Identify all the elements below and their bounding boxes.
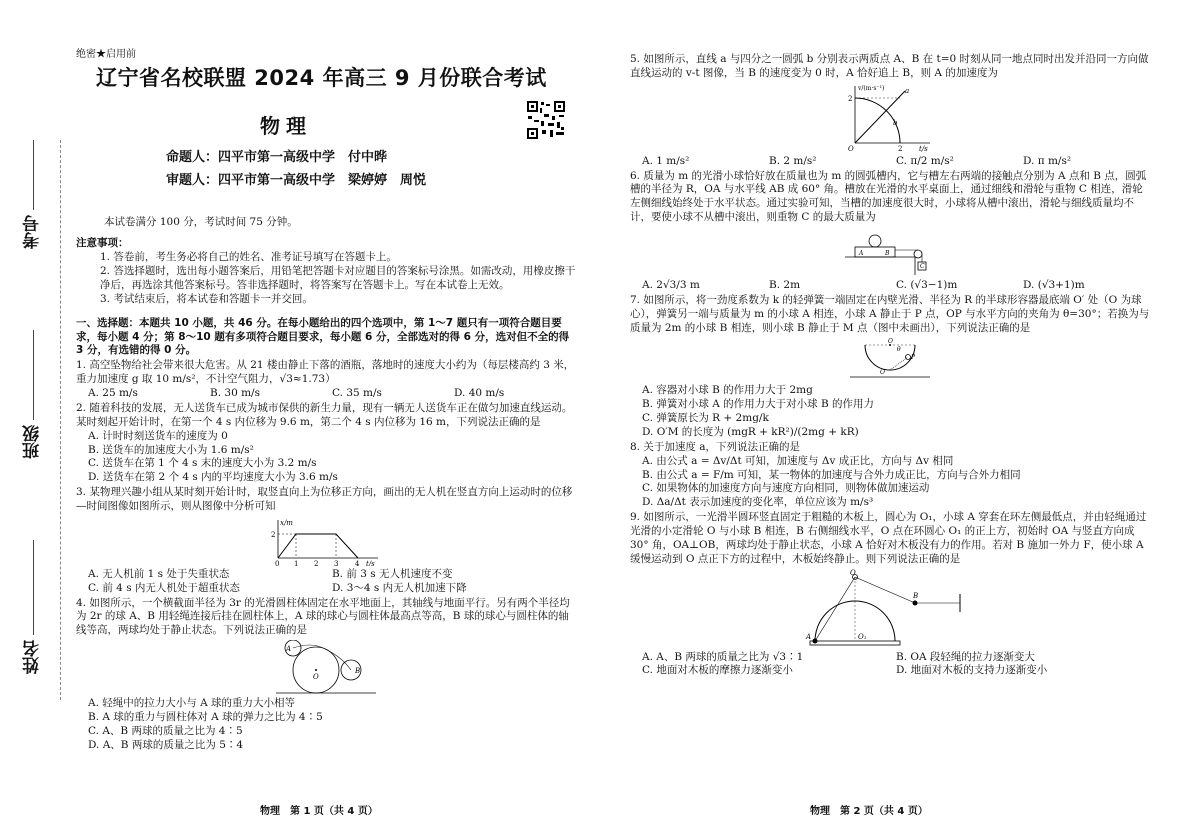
arc-b-label: b [893, 118, 898, 127]
exam-no-label: 考号 [23, 215, 43, 249]
binding-dashed-line [60, 140, 61, 700]
notice-heading: 注意事项： [76, 237, 129, 250]
qr-code-icon [526, 100, 566, 140]
option-b: B. 2 m/s² [769, 154, 817, 167]
bottom-o-label: O′ [880, 369, 887, 377]
question-3-stem: 3. 某物理兴趣小组从某时刻开始计时，取竖直向上为位移正方向，画出的无人机在竖直方向上运动时的位移—时间图像如图所示，则从图像中分析可知 [76, 486, 573, 512]
point-b-label: B [885, 250, 890, 258]
option-c: C. 弹簧原长为 R + 2mg/k [642, 412, 769, 425]
question-6-stem: 6. 质量为 m 的光滑小球恰好放在质量也为 m 的圆弧槽内，它与槽左右两端的接触点分别为 A 点和 B 点，圆弧槽的半径为 R，OA 与水平线 AB 成 60° 角。槽放在光滑的水平桌面上，通过细线和滑轮与重物 C 相连，滑轮左侧细线始终处于水平状态。通过实验可知，当槽的加速度很大时，小球将从槽中滚出，滑轮与细线质量均不计，要使小球不从槽中滚出，则重物 C 的最大质量为 [630, 169, 1147, 224]
page-2 [630, 52, 1150, 678]
question-9-figure [630, 569, 1150, 649]
question-9-stem: 9. 如图所示，一光滑半圆环竖直固定于粗糙的木板上，圆心为 O₁，小球 A 穿套在环左侧最低点，并由轻绳通过光滑的小定滑轮 O 与小球 B 相连，B 右侧细线水平，O 点在环圆心 O₁ 的正上方，初始时 OA 与竖直方向成 30° 角，OA⊥OB，两球均处于静止状态，小球 A 恰好对木板没有力的作用。若对 B 施加一外力 F，使小球 A 缓慢运动到 O 点正下方的过程中，木板始终静止。则下列说法正确的是 [630, 511, 1147, 565]
subject-title: 物理 [260, 113, 312, 138]
question-5-figure [630, 83, 1150, 153]
option-d: D. O′M 的长度为 (mgR + kR²)/(2mg + kR) [642, 426, 859, 439]
question-3-options [88, 568, 576, 596]
x-tick: 0 [275, 559, 280, 566]
option-d: D. 40 m/s [454, 387, 505, 400]
option-a: A. A、B 两球的质量之比为 √3∶1 [642, 650, 804, 663]
option-d: D. π m/s² [1023, 154, 1072, 167]
option-c: C. A、B 两球的质量之比为 4∶5 [88, 724, 243, 737]
question-7-figure [630, 337, 1150, 382]
question-1-stem: 1. 高空坠物给社会带来很大危害。从 21 楼由静止下落的酒瓶，落地时的速度大小约为（每层楼高约 3 米，重力加速度 g 取 10 m/s²，不计空气阻力，√3≈1.73） [76, 359, 575, 386]
option-b: B. 30 m/s [210, 387, 260, 400]
option-a: A. 计时时刻送货车的速度为 0 [88, 429, 228, 442]
option-c: C. π/2 m/s² [896, 154, 954, 167]
point-a-label: A [859, 250, 864, 258]
notice-item: 1. 答卷前，考生务必将自己的姓名、准考证号填写在答题卡上。 [100, 251, 397, 264]
origin-label: O [848, 144, 854, 153]
cylinder-balls-diagram [271, 640, 381, 695]
x-axis-label: t/s [366, 559, 375, 566]
center-o1-label: O₁ [858, 632, 867, 641]
option-b: B. 送货车的加速度大小为 1.6 m/s² [88, 443, 254, 456]
option-c: C. (√3−1)m [896, 279, 958, 292]
exam-title: 辽宁省名校联盟 2024 年高三 9 月份联合考试 [96, 66, 547, 91]
groove-pulley-diagram [840, 227, 940, 277]
option-a: A. 由公式 a = Δv/Δt 可知，加速度与 Δv 成正比，方向与 Δv 相同 [642, 454, 954, 467]
question-6-figure [630, 227, 1150, 277]
option-d: D. 3～4 s 内无人机加速下降 [332, 581, 467, 594]
question-5-options [642, 155, 1150, 169]
question-4-figure [76, 640, 576, 695]
center-o-label: O [888, 338, 893, 346]
question-4-stem: 4. 如图所示，一个横截面半径为 3r 的光滑圆柱体固定在水平地面上，其轴线与地面平行。另有两个半径均为 2r 的球 A、B 用轻绳连接后挂在圆柱体上，A 球的球心与圆柱体最高点等高，B 球的球心与圆柱体的轴线等高，两球均处于静止状态。下列说法正确的是 [76, 596, 570, 637]
option-b: B. 由公式 a = F/m 可知，某一物体的加速度与合外力成正比，方向与合外力相同 [642, 468, 1021, 481]
option-a: A. 1 m/s² [642, 154, 690, 167]
center-label: O [313, 673, 319, 682]
y-axis-label: x/m [280, 518, 293, 527]
setter-line: 命题人：四平市第一高级中学 付中晔 [166, 150, 388, 166]
question-2-stem: 2. 随着科技的发展，无人送货车已成为城市保供的新生力量，现有一辆无人送货车正在做匀加速直线运动。某时刻起开始计时，在第一个 4 s 内位移为 9.6 m，第二个 4 s 内位移为 16 m，下列说法正确的是 [76, 401, 573, 428]
xt-graph [266, 516, 386, 566]
option-a: A. 2√3/3 m [642, 279, 700, 292]
score-info: 本试卷满分 100 分，考试时间 75 分钟。 [104, 215, 298, 228]
option-c: C. 如果物体的加速度方向与速度方向相同，则物体做加速运动 [642, 482, 930, 495]
section-heading: 一、选择题：本题共 10 小题，共 46 分。在每小题给出的四个选项中，第 1～7 题只有一项符合题目要求，每小题 4 分；第 8～10 题有多项符合题目要求，每小题 6 分，全部选对的得 6 分，选对但不全的得 3 分，有选错的得 0 分。 [76, 316, 570, 357]
option-b: B. 弹簧对小球 A 的作用力大于对小球 B 的作用力 [642, 398, 875, 411]
question-6-options [642, 279, 1150, 293]
option-d: D. A、B 两球的质量之比为 5∶4 [88, 738, 244, 751]
footer-page-1: 物理 第 1 页（共 4 页） [260, 806, 378, 817]
semicircle-pulley-diagram [800, 569, 980, 649]
option-b: B. A 球的重力与圆柱体对 A 球的弹力之比为 4∶5 [88, 710, 323, 723]
question-7-stem: 7. 如图所示，将一劲度系数为 k 的轻弹簧一端固定在内壁光滑、半径为 R 的半球形容器最底端 O′ 处（O 为球心），弹簧另一端与质量为 m 的小球 A 相连，小球 A 静止于 P 点，OP 与水平方向的夹角为 θ=30°；若换为与质量为 2m 的小球 B 相连，则小球 B 静止于 M 点（图中未画出），下列说法正确的是 [630, 293, 1150, 334]
page-1 [76, 48, 576, 753]
question-5-stem: 5. 如图所示，直线 a 与四分之一圆弧 b 分别表示两质点 A、B 在 t=0 时刻从同一地点同时出发并沿同一方向做直线运动的 v-t 图像，当 B 的速度变为 0 时，A 恰好追上 B，则 A 的加速度为 [630, 53, 1149, 79]
class-line [33, 330, 34, 420]
notice-item: 3. 考试结束后，将本试卷和答题卡一并交回。 [100, 292, 313, 305]
option-b: B. OA 段轻绳的拉力逐渐变大 [896, 650, 1035, 663]
option-b: B. 2m [769, 279, 801, 292]
option-c: C. 35 m/s [332, 387, 382, 400]
x-tick: 4 [355, 559, 360, 566]
ball-a-label: A [286, 645, 292, 654]
class-label: 班级 [23, 425, 43, 459]
y-tick: 2 [848, 94, 853, 103]
name-label: 姓名 [23, 640, 43, 674]
x-tick: 1 [294, 559, 299, 566]
option-a: A. 容器对小球 B 的作用力大于 2mg [642, 384, 813, 397]
vt-graph [845, 83, 935, 153]
option-b: B. 前 3 s 无人机速度不变 [332, 567, 453, 580]
binding-margin [0, 0, 70, 827]
x-tick: 3 [334, 559, 339, 566]
option-c: C. 前 4 s 内无人机处于超重状态 [88, 581, 240, 594]
option-d: D. 地面对木板的支持力逐渐变小 [896, 664, 1048, 677]
option-a: A. 无人机前 1 s 处于失重状态 [88, 567, 230, 580]
notice-item: 2. 答选择题时，选出每小题答案后，用铅笔把答题卡对应题目的答案标号涂黑。如需改动，用橡皮擦干净后，再选涂其他答案标号。答非选择题时，将答案写在答题卡上。写在本试卷上无效。 [100, 265, 576, 292]
hemisphere-spring-diagram [845, 337, 935, 382]
option-a: A. 轻绳中的拉力大小与 A 球的重力大小相等 [88, 697, 296, 710]
y-axis-label: v/(m·s⁻¹) [858, 84, 885, 92]
confidential-mark: 绝密★启用前 [76, 49, 136, 60]
option-d: D. 送货车在第 2 个 4 s 内的平均速度大小为 3.6 m/s [88, 471, 338, 484]
question-8-stem: 8. 关于加速度 a，下列说法正确的是 [630, 440, 800, 453]
option-a: A. 25 m/s [88, 387, 138, 400]
x-tick: 2 [314, 559, 319, 566]
x-axis-label: t/s [919, 144, 928, 153]
angle-label: θ [897, 346, 901, 354]
exam-no-line [33, 140, 34, 210]
option-c: C. 地面对木板的摩擦力逐渐变小 [642, 664, 793, 677]
name-line [33, 540, 34, 635]
point-p-label: P [911, 354, 916, 362]
pulley-o-label: O [850, 568, 856, 577]
line-a-label: a [905, 86, 910, 95]
question-9-options [642, 651, 1150, 679]
ball-b-label: B [913, 591, 919, 600]
weight-c-label: C [920, 263, 925, 271]
question-1-options [88, 387, 576, 401]
x-tick: 2 [898, 144, 903, 153]
option-d: D. Δa/Δt 表示加速度的变化率，单位应该为 m/s³ [642, 496, 874, 509]
ball-a-label: A [806, 632, 812, 641]
option-c: C. 送货车在第 1 个 4 s 末的速度大小为 3.2 m/s [88, 457, 317, 470]
ball-b-label: B [355, 667, 361, 676]
footer-page-2: 物理 第 2 页（共 4 页） [810, 806, 928, 817]
option-d: D. (√3+1)m [1023, 279, 1085, 292]
reviewer-line: 审题人：四平市第一高级中学 梁婷婷 周悦 [166, 173, 427, 189]
y-tick: 2 [271, 530, 276, 539]
question-3-figure [76, 516, 576, 566]
